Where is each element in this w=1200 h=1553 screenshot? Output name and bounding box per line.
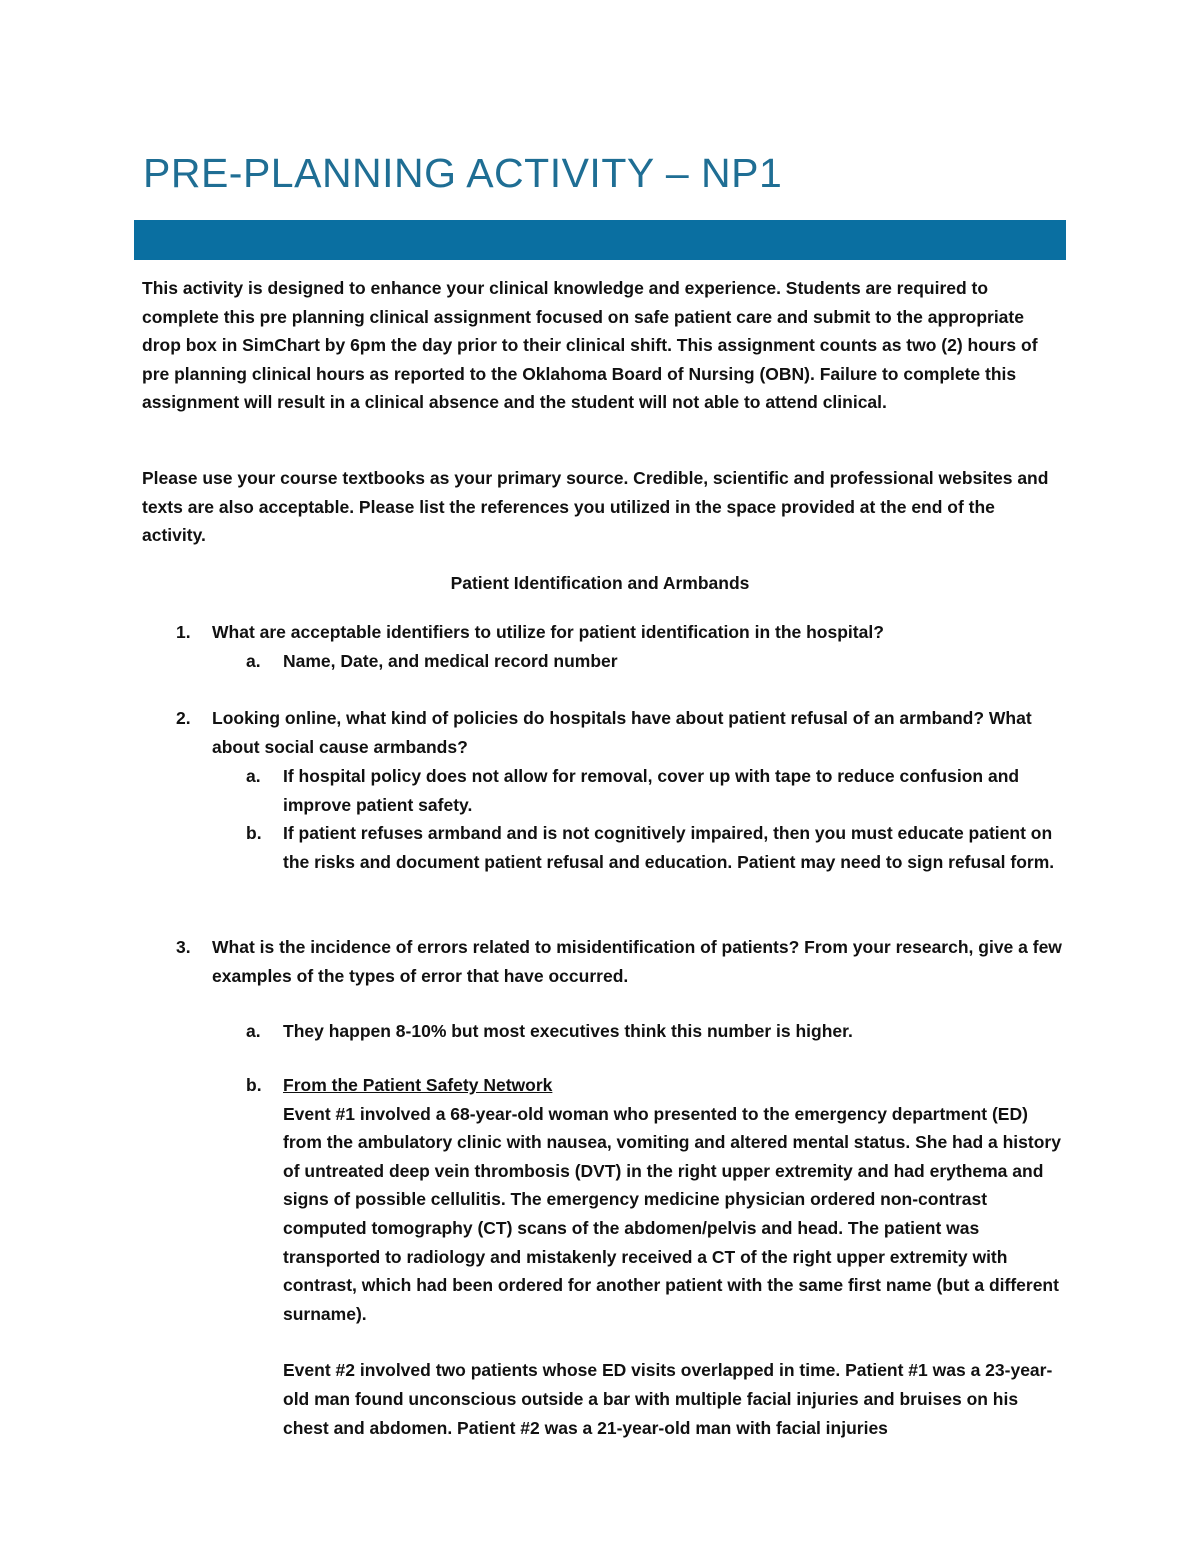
sources-paragraph: Please use your course textbooks as your primary source. Credible, scientific and professional websites and texts are also acceptable. Please list the references you utilized in the space provided at the end of the activity. — [142, 468, 1049, 546]
page-title: PRE-PLANNING ACTIVITY – NP1 — [143, 150, 783, 196]
answer-text: Name, Date, and medical record number — [283, 651, 618, 671]
title-banner — [134, 220, 1066, 260]
answer-label: a. — [246, 651, 261, 671]
answer-label: b. — [246, 1075, 262, 1095]
event-2-text: Event #2 involved two patients whose ED visits overlapped in time. Patient #1 was a 23-year-old man found unconscious outside a bar with multiple facial injuries and bruises on his chest and abdomen. Patient #2 was a 21-year-old man with facial injuries — [283, 1360, 1053, 1438]
answer-text: If hospital policy does not allow for removal, cover up with tape to reduce confusion and improve patient safety. — [283, 766, 1020, 815]
answer-label: a. — [246, 766, 261, 786]
question-text: What are acceptable identifiers to utilize for patient identification in the hospital? — [212, 622, 884, 642]
answer-text: If patient refuses armband and is not cognitively impaired, then you must educate patient on the risks and document patient refusal and education. Patient may need to sign refusal form. — [283, 823, 1055, 872]
question-number: 2. — [176, 708, 191, 728]
question-text: What is the incidence of errors related to misidentification of patients? From your research, give a few examples of the types of error that have occurred. — [212, 937, 1062, 986]
source-link[interactable]: From the Patient Safety Network — [283, 1075, 553, 1095]
event-1-text: Event #1 involved a 68-year-old woman who presented to the emergency department (ED) from the ambulatory clinic with nausea, vomiting and altered mental status. She had a history of untreated deep vein thrombosis (DVT) in the right upper extremity and had erythema and signs of possible cellulitis. The emergency medicine physician ordered non-contrast computed tomography (CT) scans of the abdomen/pelvis and head. The patient was transported to radiology and mistakenly received a CT of the right upper extremity with contrast, which had been ordered for another patient with the same first name (but a different surname). — [283, 1103, 1061, 1324]
question-number: 3. — [176, 937, 191, 957]
answer-text: They happen 8-10% but most executives think this number is higher. — [283, 1021, 853, 1041]
paragraph-gap — [283, 1328, 1063, 1356]
answer-label: b. — [246, 823, 262, 843]
section-heading: Patient Identification and Armbands — [450, 573, 750, 593]
answer-label: a. — [246, 1021, 261, 1041]
question-number: 1. — [176, 622, 191, 642]
question-text: Looking online, what kind of policies do hospitals have about patient refusal of an armband? What about social cause armbands? — [212, 708, 1032, 757]
intro-paragraph: This activity is designed to enhance your clinical knowledge and experience. Students are required to complete this pre planning clinical assignment focused on safe patient care and submit to the appropriate drop box in SimChart by 6pm the day prior to their clinical shift. This assignment counts as two (2) hours of pre planning clinical hours as reported to the Oklahoma Board of Nursing (OBN). Failure to complete this assignment will result in a clinical absence and the student will not able to attend clinical. — [142, 278, 1038, 413]
answer-text — [283, 1071, 1063, 1442]
